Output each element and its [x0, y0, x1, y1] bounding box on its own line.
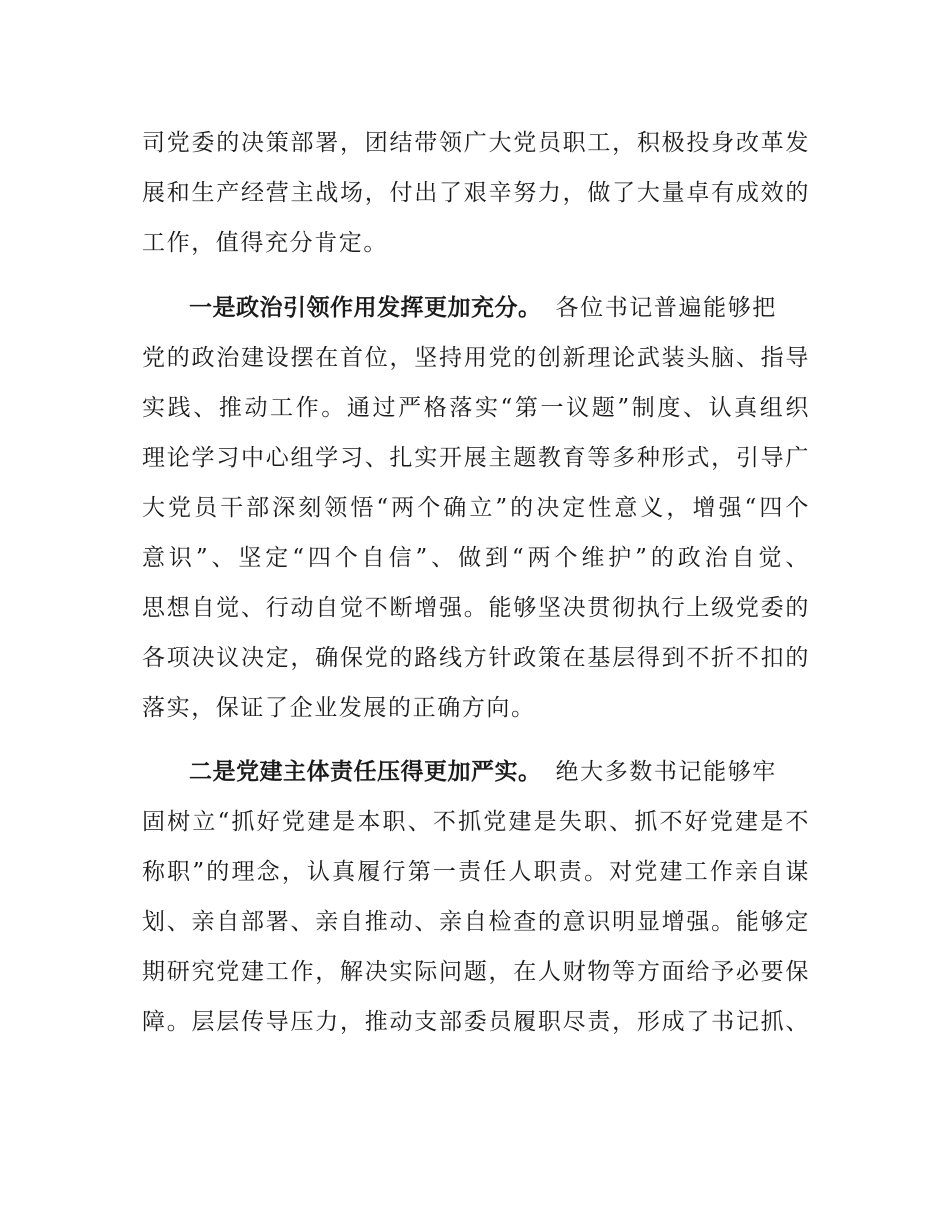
paragraph-3-line: 固树立“抓好党建是本职、不抓党建是失职、抓不好党建是不: [142, 809, 810, 835]
paragraph-2-line: 党的政治建设摆在首位，坚持用党的创新理论武装头脑、指导: [142, 345, 810, 371]
paragraph-3-heading: 二是党建主体责任压得更加严实。: [189, 759, 542, 785]
paragraph-2-line: 落实，保证了企业发展的正确方向。: [142, 695, 536, 721]
paragraph-2-line: 思想自觉、行动自觉不断增强。能够坚决贯彻执行上级党委的: [142, 595, 810, 621]
paragraph-3-line: 划、亲自部署、亲自推动、亲自检查的意识明显增强。能够定: [142, 909, 810, 935]
paragraph-1-line-2: 展和生产经营主战场，付出了艰辛努力，做了大量卓有成效的: [142, 180, 810, 206]
paragraph-2-line: 理论学习中心组学习、扎实开展主题教育等多种形式，引导广: [142, 445, 810, 471]
paragraph-3-line: 期研究党建工作，解决实际问题，在人财物等方面给予必要保: [142, 959, 810, 985]
paragraph-2-heading: 一是政治引领作用发挥更加充分。: [189, 295, 542, 321]
paragraph-3-first-line-text: 绝大多数书记能够牢: [555, 759, 777, 785]
paragraph-2-line: 实践、推动工作。通过严格落实“第一议题”制度、认真组织: [142, 395, 810, 421]
paragraph-3-first-line: [189, 757, 810, 787]
paragraph-2-first-line: [189, 293, 810, 323]
paragraph-2-line: 意识”、坚定“四个自信”、做到“两个维护”的政治自觉、: [142, 545, 810, 571]
paragraph-2-line: 大党员干部深刻领悟“两个确立”的决定性意义，增强“四个: [142, 495, 810, 521]
paragraph-2-line: 各项决议决定，确保党的路线方针政策在基层得到不折不扣的: [142, 645, 810, 671]
paragraph-1-line-3: 工作，值得充分肯定。: [142, 230, 388, 256]
paragraph-2-first-line-text: 各位书记普遍能够把: [555, 295, 777, 321]
paragraph-1-line-1: 司党委的决策部署，团结带领广大党员职工，积极投身改革发: [142, 130, 810, 156]
paragraph-3-line: 称职”的理念，认真履行第一责任人职责。对党建工作亲自谋: [142, 859, 810, 885]
paragraph-3-line: 障。层层传导压力，推动支部委员履职尽责，形成了书记抓、: [142, 1009, 810, 1035]
